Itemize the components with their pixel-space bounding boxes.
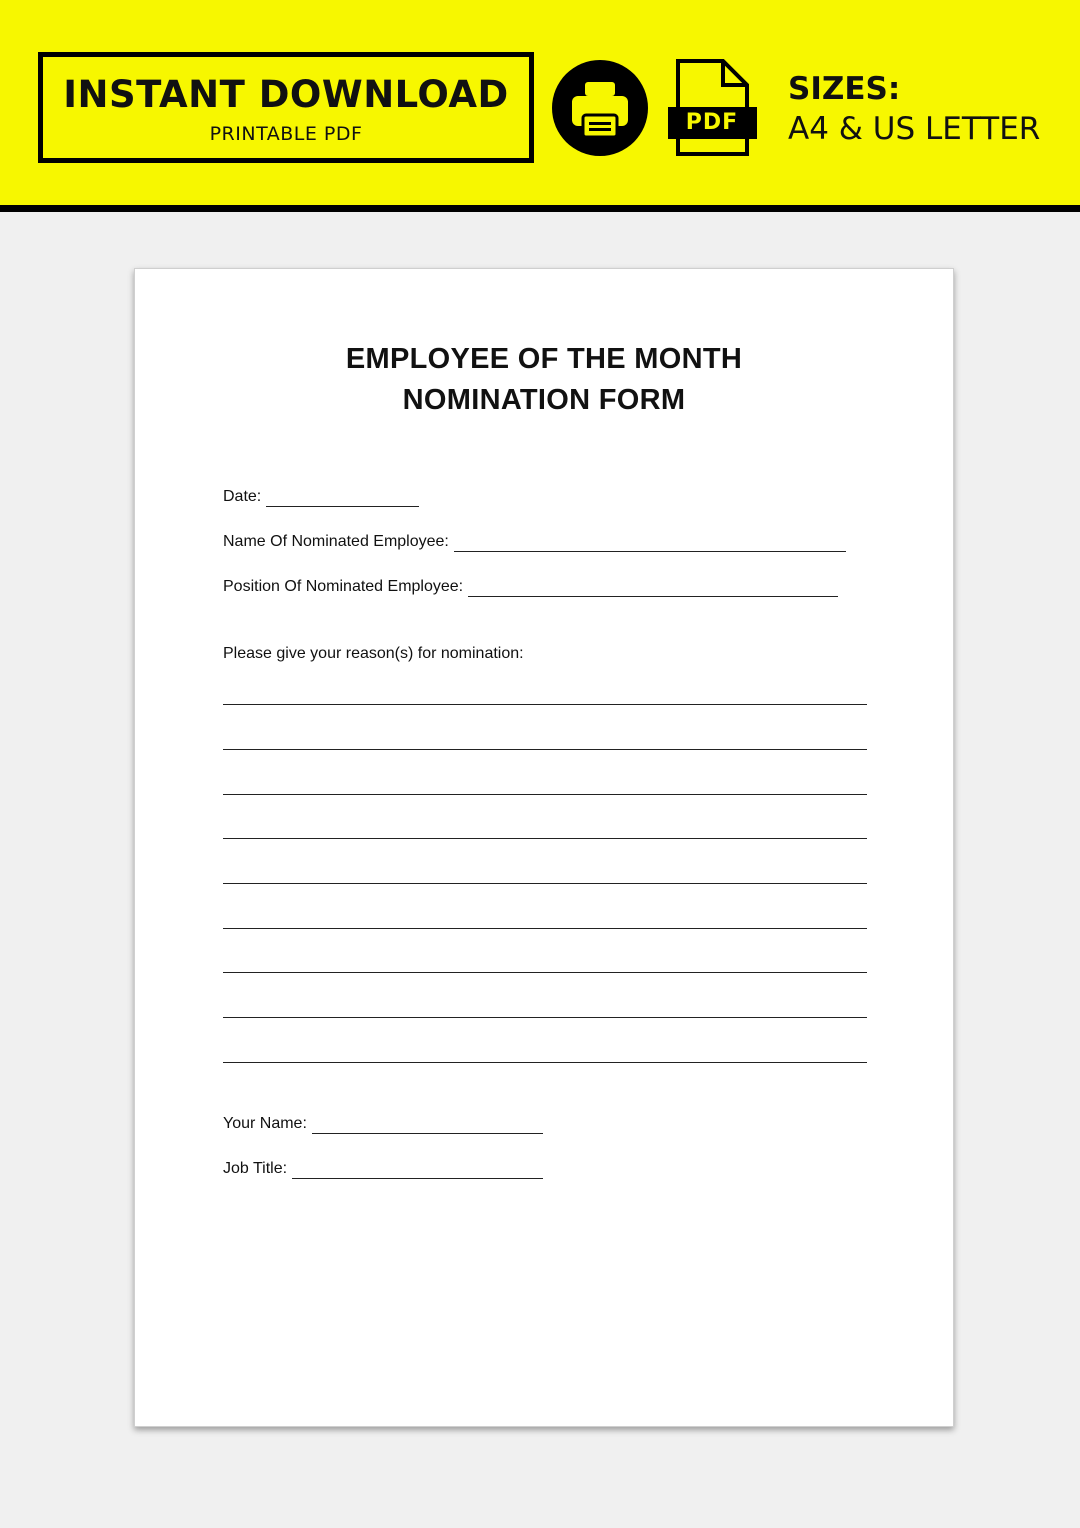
header-banner	[0, 0, 1080, 212]
instant-download-box	[38, 52, 534, 163]
reason-line[interactable]	[223, 1062, 867, 1063]
your-name-label: Your Name:	[223, 1115, 307, 1132]
form-title	[135, 339, 953, 421]
printable-pdf-subtitle: PRINTABLE PDF	[209, 123, 363, 145]
job-title-blank-line[interactable]	[292, 1162, 543, 1179]
reason-prompt: Please give your reason(s) for nomination:	[223, 645, 524, 662]
job-title-label: Job Title:	[223, 1160, 288, 1177]
reason-line[interactable]	[223, 928, 867, 929]
your-name-field	[223, 1114, 543, 1134]
nominee-name-label: Name Of Nominated Employee:	[223, 533, 449, 550]
sizes-label: SIZES:	[788, 71, 901, 107]
nominee-position-field	[223, 577, 838, 597]
form-title-line1: EMPLOYEE OF THE MONTH	[345, 343, 743, 375]
nominee-position-label: Position Of Nominated Employee:	[223, 578, 464, 595]
job-title-field	[223, 1159, 543, 1179]
reason-line[interactable]	[223, 749, 867, 750]
your-name-blank-line[interactable]	[312, 1117, 543, 1134]
date-field	[223, 487, 419, 507]
form-page	[134, 268, 954, 1427]
date-label: Date:	[223, 488, 262, 505]
reason-line[interactable]	[223, 838, 867, 839]
nominee-name-blank-line[interactable]	[454, 535, 846, 552]
instant-download-title: INSTANT DOWNLOAD	[63, 73, 509, 116]
form-title-line2: NOMINATION FORM	[402, 384, 686, 416]
reason-line[interactable]	[223, 794, 867, 795]
nominee-position-blank-line[interactable]	[468, 580, 838, 597]
date-blank-line[interactable]	[266, 490, 419, 507]
printer-icon	[552, 60, 648, 156]
sizes-value: A4 & US LETTER	[788, 111, 1041, 147]
reason-line[interactable]	[223, 972, 867, 973]
pdf-icon-label: PDF	[685, 110, 739, 135]
nominee-name-field	[223, 532, 846, 552]
reason-line[interactable]	[223, 1017, 867, 1018]
reason-line[interactable]	[223, 883, 867, 884]
reason-line[interactable]	[223, 704, 867, 705]
